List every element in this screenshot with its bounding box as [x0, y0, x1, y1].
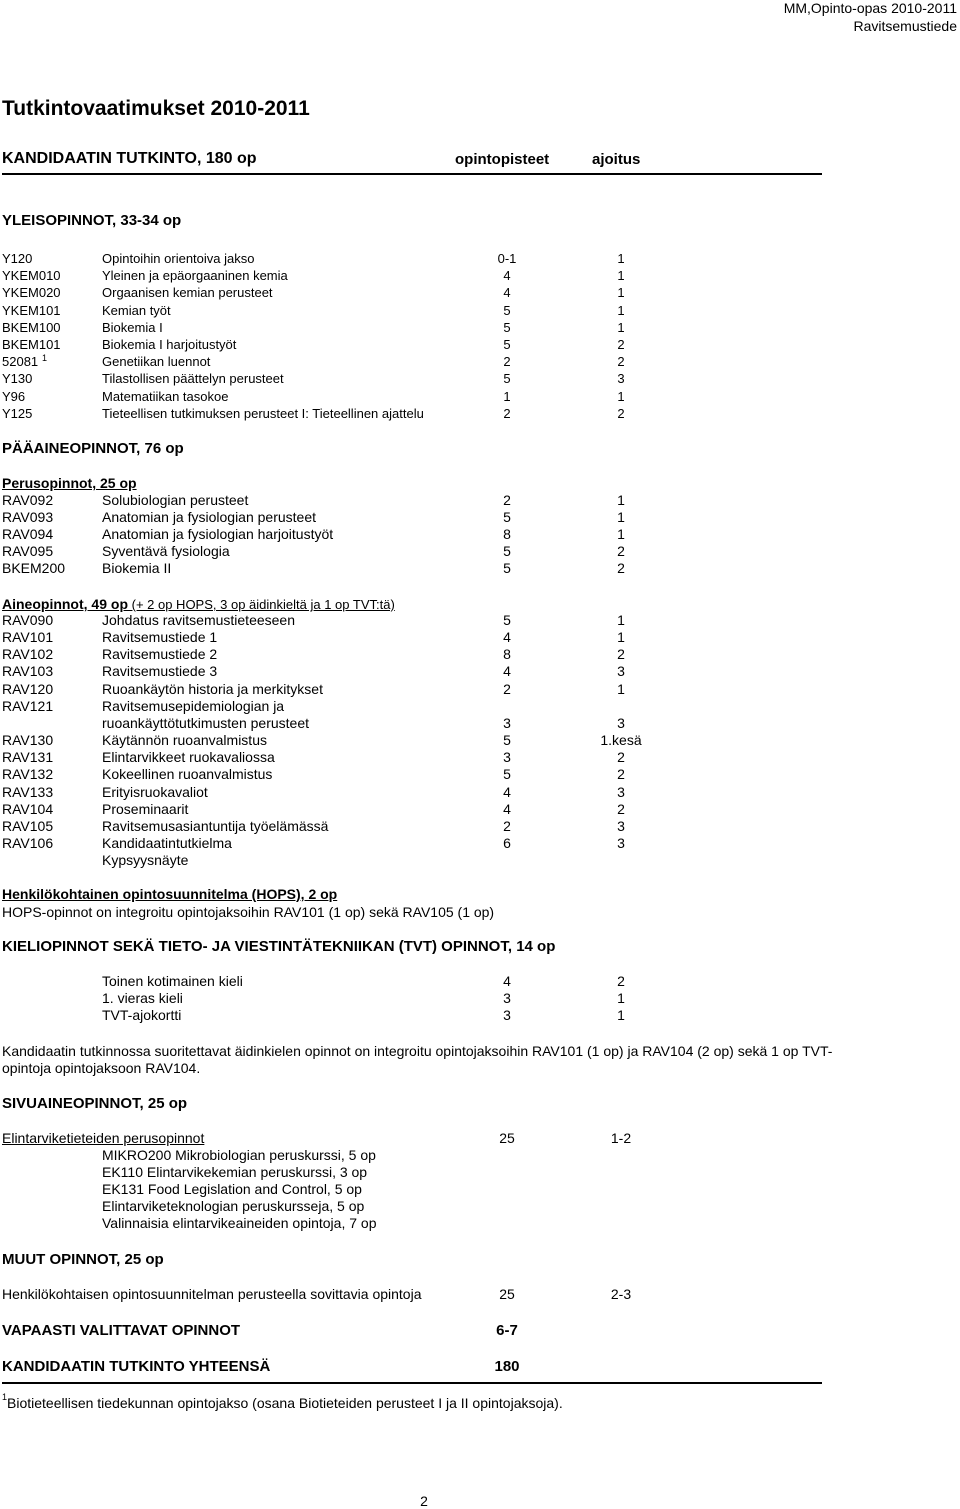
hops-heading: Henkilökohtainen opintosuunnitelma (HOPS), 2 op [2, 886, 338, 902]
course-op: 2 [503, 405, 511, 421]
course-code: 52081 [2, 354, 39, 370]
page-number: 2 [420, 1493, 428, 1509]
sivu-item: Elintarviketeknologian peruskursseja, 5 op [102, 1198, 365, 1215]
course-op: 5 [503, 302, 511, 318]
table-row [0, 629, 960, 646]
divider [2, 1382, 822, 1384]
table-row [0, 749, 960, 766]
page-title: Tutkintovaatimukset 2010-2011 [2, 97, 310, 120]
table-row [0, 250, 960, 267]
table-row [0, 681, 960, 698]
table-row [0, 1007, 960, 1024]
course-code: Y125 [2, 405, 33, 421]
course-code: Y96 [2, 388, 26, 404]
course-code: RAV093 [2, 509, 54, 526]
course-op: 4 [503, 629, 511, 646]
perus-heading: Perusopinnot, 25 op [2, 475, 137, 491]
course-op: 5 [503, 319, 511, 335]
column-op-heading: opintopisteet [455, 151, 550, 168]
course-code: RAV103 [2, 663, 54, 680]
course-name: Tieteellisen tutkimuksen perusteet I: Tieteellinen ajattelu [102, 405, 424, 421]
course-name: Matematiikan tasokoe [102, 388, 229, 404]
course-time: 2 [617, 800, 625, 817]
list-item [0, 1215, 960, 1232]
table-row [0, 646, 960, 663]
course-time: 1 [617, 612, 625, 628]
course-name: Biokemia I harjoitustyöt [102, 337, 237, 352]
hops-text: HOPS-opinnot on integroitu opintojaksoihin RAV101 (1 op) sekä RAV105 (1 op) [2, 904, 495, 920]
course-time: 1 [617, 680, 625, 697]
table-row [0, 852, 960, 869]
course-time: 1 [617, 302, 625, 318]
table-row [0, 509, 960, 526]
course-code: RAV094 [2, 526, 54, 543]
course-code: Y130 [2, 371, 33, 387]
course-op: 8 [503, 646, 511, 663]
course-name: Kokeellinen ruoanvalmistus [102, 766, 273, 783]
header-line-1: MM,Opinto-opas 2010-2011 [783, 0, 957, 16]
table-row [0, 973, 960, 990]
aine-heading: Aineopinnot, 49 op [2, 596, 128, 612]
course-op: 3 [503, 1007, 511, 1024]
course-op: 5 [503, 371, 511, 387]
course-code: RAV130 [2, 732, 54, 749]
course-time: 2 [617, 543, 625, 560]
total-heading: KANDIDAATIN TUTKINTO YHTEENSÄ [2, 1358, 271, 1375]
sivu-item: EK110 Elintarvikekemian peruskurssi, 3 op [102, 1164, 368, 1181]
course-time: 1 [617, 251, 625, 266]
course-time: 3 [617, 371, 625, 387]
course-op: 4 [503, 800, 511, 817]
course-name: Genetiikan luennot [102, 354, 211, 370]
muut-row [0, 1286, 960, 1303]
sivu-time: 1-2 [610, 1130, 632, 1146]
course-code: RAV101 [2, 629, 54, 646]
course-op: 4 [503, 783, 511, 800]
course-code: RAV121 [2, 697, 54, 714]
table-row [0, 612, 960, 629]
table-row [0, 766, 960, 783]
course-time: 2 [617, 749, 625, 766]
course-name: Kandidaatintutkielma [102, 834, 232, 851]
course-time: 1 [617, 526, 625, 543]
kieli-heading: KIELIOPINNOT SEKÄ TIETO- JA VIESTINTÄTEKNIIKAN (TVT) OPINNOT, 14 op [2, 938, 556, 955]
course-op: 3 [503, 990, 511, 1007]
course-code: RAV092 [2, 492, 54, 508]
list-item [0, 1147, 960, 1164]
course-op: 3 [503, 749, 511, 766]
course-op: 1 [503, 388, 511, 404]
sivu-op: 25 [499, 1130, 515, 1146]
total-row [0, 1358, 960, 1375]
course-time: 3 [617, 663, 625, 680]
table-row [0, 319, 960, 336]
course-code: RAV090 [2, 612, 54, 628]
table-row [0, 267, 960, 284]
course-code: RAV120 [2, 680, 54, 697]
table-row [0, 560, 960, 577]
course-code: RAV106 [2, 834, 54, 851]
table-row [0, 370, 960, 387]
table-row [0, 543, 960, 560]
sivu-item: MIKRO200 Mikrobiologian peruskurssi, 5 op [102, 1147, 376, 1163]
vapaa-op: 6-7 [496, 1322, 518, 1339]
table-row [0, 715, 960, 732]
course-code: BKEM101 [2, 337, 61, 352]
course-time: 2 [617, 646, 625, 663]
course-op: 2 [503, 354, 511, 370]
course-name: Toinen kotimainen kieli [102, 973, 243, 989]
course-op: 0-1 [497, 251, 517, 266]
paa-heading: PÄÄAINEOPINNOT, 76 op [2, 440, 184, 457]
table-row [0, 801, 960, 818]
course-op: 5 [503, 612, 511, 628]
list-item [0, 1181, 960, 1198]
sivu-item: Valinnaisia elintarvikeaineiden opintoja, 7 op [102, 1215, 377, 1232]
course-name: Kemian työt [102, 302, 171, 318]
course-time: 2 [617, 766, 625, 783]
course-time: 3 [617, 714, 625, 731]
course-time: 1 [617, 268, 625, 284]
course-op: 4 [503, 663, 511, 680]
yleis-heading: YLEISOPINNOT, 33-34 op [2, 212, 182, 229]
vapaa-row [0, 1322, 960, 1339]
course-time: 2 [617, 337, 625, 352]
table-row [0, 353, 960, 370]
course-code: RAV102 [2, 646, 54, 663]
course-op: 5 [503, 337, 511, 352]
course-name: Anatomian ja fysiologian perusteet [102, 509, 317, 526]
course-name: Erityisruokavaliot [102, 783, 208, 800]
total-op: 180 [494, 1358, 520, 1375]
table-row [0, 818, 960, 835]
course-code: Y120 [2, 251, 33, 266]
list-item [0, 1198, 960, 1215]
table-row [0, 302, 960, 319]
course-op: 2 [503, 680, 511, 697]
course-name: Ravitsemusepidemiologian ja [102, 697, 285, 714]
course-op: 5 [503, 543, 511, 560]
muut-time: 2-3 [610, 1286, 632, 1302]
course-time: 1 [617, 629, 625, 646]
muut-text: Henkilökohtaisen opintosuunnitelman perusteella sovittavia opintoja [2, 1286, 422, 1302]
footnote-text: Biotieteellisen tiedekunnan opintojakso (osana Biotieteiden perusteet I ja II opintojaksoja). [7, 1395, 563, 1411]
course-name: Ravitsemusasiantuntija työelämässä [102, 817, 329, 834]
course-name: ruoankäyttötutkimusten perusteet [102, 714, 310, 731]
course-name: Ravitsemustiede 3 [102, 663, 218, 680]
table-row [0, 284, 960, 301]
course-op: 4 [503, 268, 511, 284]
divider [2, 173, 822, 175]
course-code: RAV104 [2, 800, 54, 817]
course-name: Kypsyysnäyte [102, 852, 189, 869]
sivu-heading: SIVUAINEOPINNOT, 25 op [2, 1095, 188, 1112]
course-op: 5 [503, 732, 511, 749]
course-time: 3 [617, 783, 625, 800]
course-time: 1 [617, 319, 625, 335]
table-row [0, 492, 960, 509]
course-time: 1 [617, 285, 625, 301]
course-time: 1 [617, 990, 625, 1007]
course-code: RAV131 [2, 749, 54, 766]
course-name: Syventävä fysiologia [102, 543, 230, 560]
course-code: RAV105 [2, 817, 54, 834]
course-op: 5 [503, 766, 511, 783]
course-name: TVT-ajokortti [102, 1007, 182, 1024]
course-name: Opintoihin orientoiva jakso [102, 251, 255, 266]
course-op: 2 [503, 492, 511, 508]
course-time: 1 [617, 1007, 625, 1024]
course-op: 8 [503, 526, 511, 543]
table-row [0, 784, 960, 801]
course-code: YKEM101 [2, 302, 61, 318]
course-name: Johdatus ravitsemustieteeseen [102, 612, 295, 628]
table-row [0, 732, 960, 749]
course-name: Anatomian ja fysiologian harjoitustyöt [102, 526, 334, 543]
muut-heading: MUUT OPINNOT, 25 op [2, 1251, 164, 1268]
aine-note: (+ 2 op HOPS, 3 op äidinkieltä ja 1 op TVT:tä) [128, 597, 395, 612]
course-code: RAV095 [2, 543, 54, 560]
course-code: RAV133 [2, 783, 54, 800]
course-code: RAV132 [2, 766, 54, 783]
course-name: Ravitsemustiede 1 [102, 629, 218, 646]
course-time: 1 [617, 509, 625, 526]
course-op: 5 [503, 509, 511, 526]
course-time: 3 [617, 834, 625, 851]
course-name: Proseminaarit [102, 800, 189, 817]
course-name: Käytännön ruoanvalmistus [102, 732, 267, 749]
header-line-2: Ravitsemustiede [853, 18, 957, 34]
course-op: 3 [503, 714, 511, 731]
course-name: Solubiologian perusteet [102, 492, 249, 508]
table-row [0, 336, 960, 353]
course-time: 2 [617, 560, 625, 577]
course-name: 1. vieras kieli [102, 990, 183, 1007]
column-time-heading: ajoitus [592, 151, 641, 168]
course-code: BKEM100 [2, 319, 61, 335]
footnote [2, 1392, 563, 1411]
course-name: Biokemia II [102, 560, 172, 577]
course-time: 3 [617, 817, 625, 834]
course-op: 2 [503, 817, 511, 834]
table-row [0, 990, 960, 1007]
course-code: YKEM020 [2, 285, 61, 301]
list-item [0, 1164, 960, 1181]
table-row [0, 388, 960, 405]
course-time: 2 [617, 354, 625, 370]
sivu-sub-row [0, 1130, 960, 1147]
table-row [0, 698, 960, 715]
course-time: 1 [617, 388, 625, 404]
course-name: Tilastollisen päättelyn perusteet [102, 371, 284, 387]
footnote-mark: 1 [2, 1392, 8, 1402]
course-name: Yleinen ja epäorgaaninen kemia [102, 268, 288, 284]
aine-heading-line [2, 596, 395, 612]
course-op: 4 [503, 285, 511, 301]
course-time: 1.kesä [600, 732, 642, 749]
course-name: Elintarvikkeet ruokavaliossa [102, 749, 275, 766]
course-name: Ravitsemustiede 2 [102, 646, 218, 663]
course-code: BKEM200 [2, 560, 66, 577]
table-row [0, 835, 960, 852]
course-time: 2 [617, 405, 625, 421]
table-row [0, 663, 960, 680]
course-op: 5 [503, 560, 511, 577]
footnote-ref: 1 [42, 353, 48, 364]
sivu-sub: Elintarviketieteiden perusopinnot [2, 1130, 205, 1146]
course-time: 1 [617, 492, 625, 508]
vapaa-heading: VAPAASTI VALITTAVAT OPINNOT [2, 1322, 241, 1339]
course-name: Ruoankäytön historia ja merkitykset [102, 680, 323, 697]
table-row [0, 526, 960, 543]
course-op: 6 [503, 834, 511, 851]
course-name: Orgaanisen kemian perusteet [102, 285, 273, 301]
course-name: Biokemia I [102, 319, 163, 335]
kieli-note: Kandidaatin tutkinnossa suoritettavat äidinkielen opinnot on integroitu opintojaksoihin RAV101 (1 op) ja RAV104 (2 op) sekä 1 op TVT-opintoja opintojaksoon RAV104. [2, 1043, 833, 1076]
course-code: YKEM010 [2, 268, 61, 284]
course-time: 2 [617, 973, 625, 989]
muut-op: 25 [499, 1286, 515, 1302]
course-op: 4 [503, 973, 511, 989]
degree-heading: KANDIDAATIN TUTKINTO, 180 op [2, 150, 257, 167]
sivu-item: EK131 Food Legislation and Control, 5 op [102, 1181, 362, 1198]
table-row [0, 405, 960, 422]
